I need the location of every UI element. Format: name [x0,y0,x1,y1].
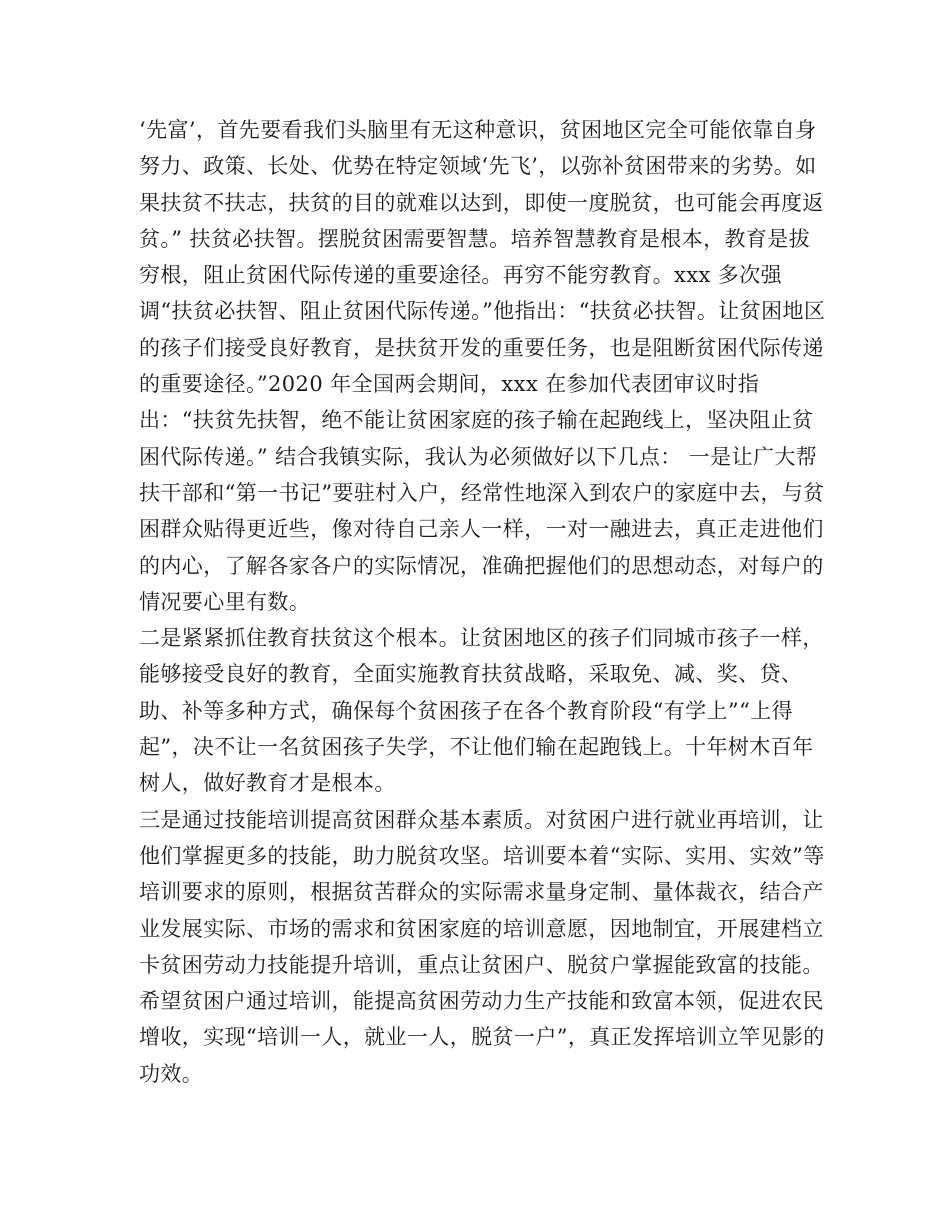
document-body [139,112,829,1092]
paragraph-2: 二是紧紧抓住教育扶贫这个根本。让贫困地区的孩子们同城市孩子一样，能够接受良好的教育，全面实施教育扶贫战略，采取免、减、奖、贷、助、补等多种方式，确保每个贫困孩子在各个教育阶段“有学上”“上得起”，决不让一名贫困孩子失学，不让他们输在起跑钱上。十年树木百年树人，做好教育才是根本。 [139,626,824,796]
paragraph-1: ‘先富’，首先要看我们头脑里有无这种意识，贫困地区完全可能依靠自身努力、政策、长处、优势在特定领域‘先飞’，以弥补贫困带来的劣势。如果扶贫不扶志，扶贫的目的就难以达到，即使一度脱贫，也可能会再度返贫。” 扶贫必扶智。摆脱贫困需要智慧。培养智慧教育是根本，教育是拔穷根，阻止贫困代际传递的重要途径。再穷不能穷教育。xxx 多次强调“扶贫必扶智、阻止贫困代际传递。”他指出：“扶贫必扶智。让贫困地区的孩子们接受良好教育，是扶贫开发的重要任务，也是阻断贫困代际传递的重要途径。”2020 年全国两会期间，xxx 在参加代表团审议时指出：“扶贫先扶智，绝不能让贫困家庭的孩子输在起跑线上，坚决阻止贫困代际传递。” 结合我镇实际，我认为必须做好以下几点： 一是让广大帮扶干部和“第一书记”要驻村入户，经常性地深入到农户的家庭中去，与贫困群众贴得更近些，像对待自己亲人一样，一对一融进去，真正走进他们的内心，了解各家各户的实际情况，准确把握他们的思想动态，对每户的情况要心里有数。 [139,118,826,614]
paragraph-3: 三是通过技能培训提高贫困群众基本素质。对贫困户进行就业再培训，让他们掌握更多的技能，助力脱贫攻坚。培训要本着“实际、实用、实效”等培训要求的原则，根据贫苦群众的实际需求量身定制、量体裁衣，结合产业发展实际、市场的需求和贫困家庭的培训意愿，因地制宜，开展建档立卡贫困劳动力技能提升培训，重点让贫困户、脱贫户掌握能致富的技能。希望贫困户通过培训，能提高贫困劳动力生产技能和致富本领，促进农民增收，实现“培训一人，就业一人，脱贫一户”，真正发挥培训立竿见影的功效。 [139,807,825,1086]
